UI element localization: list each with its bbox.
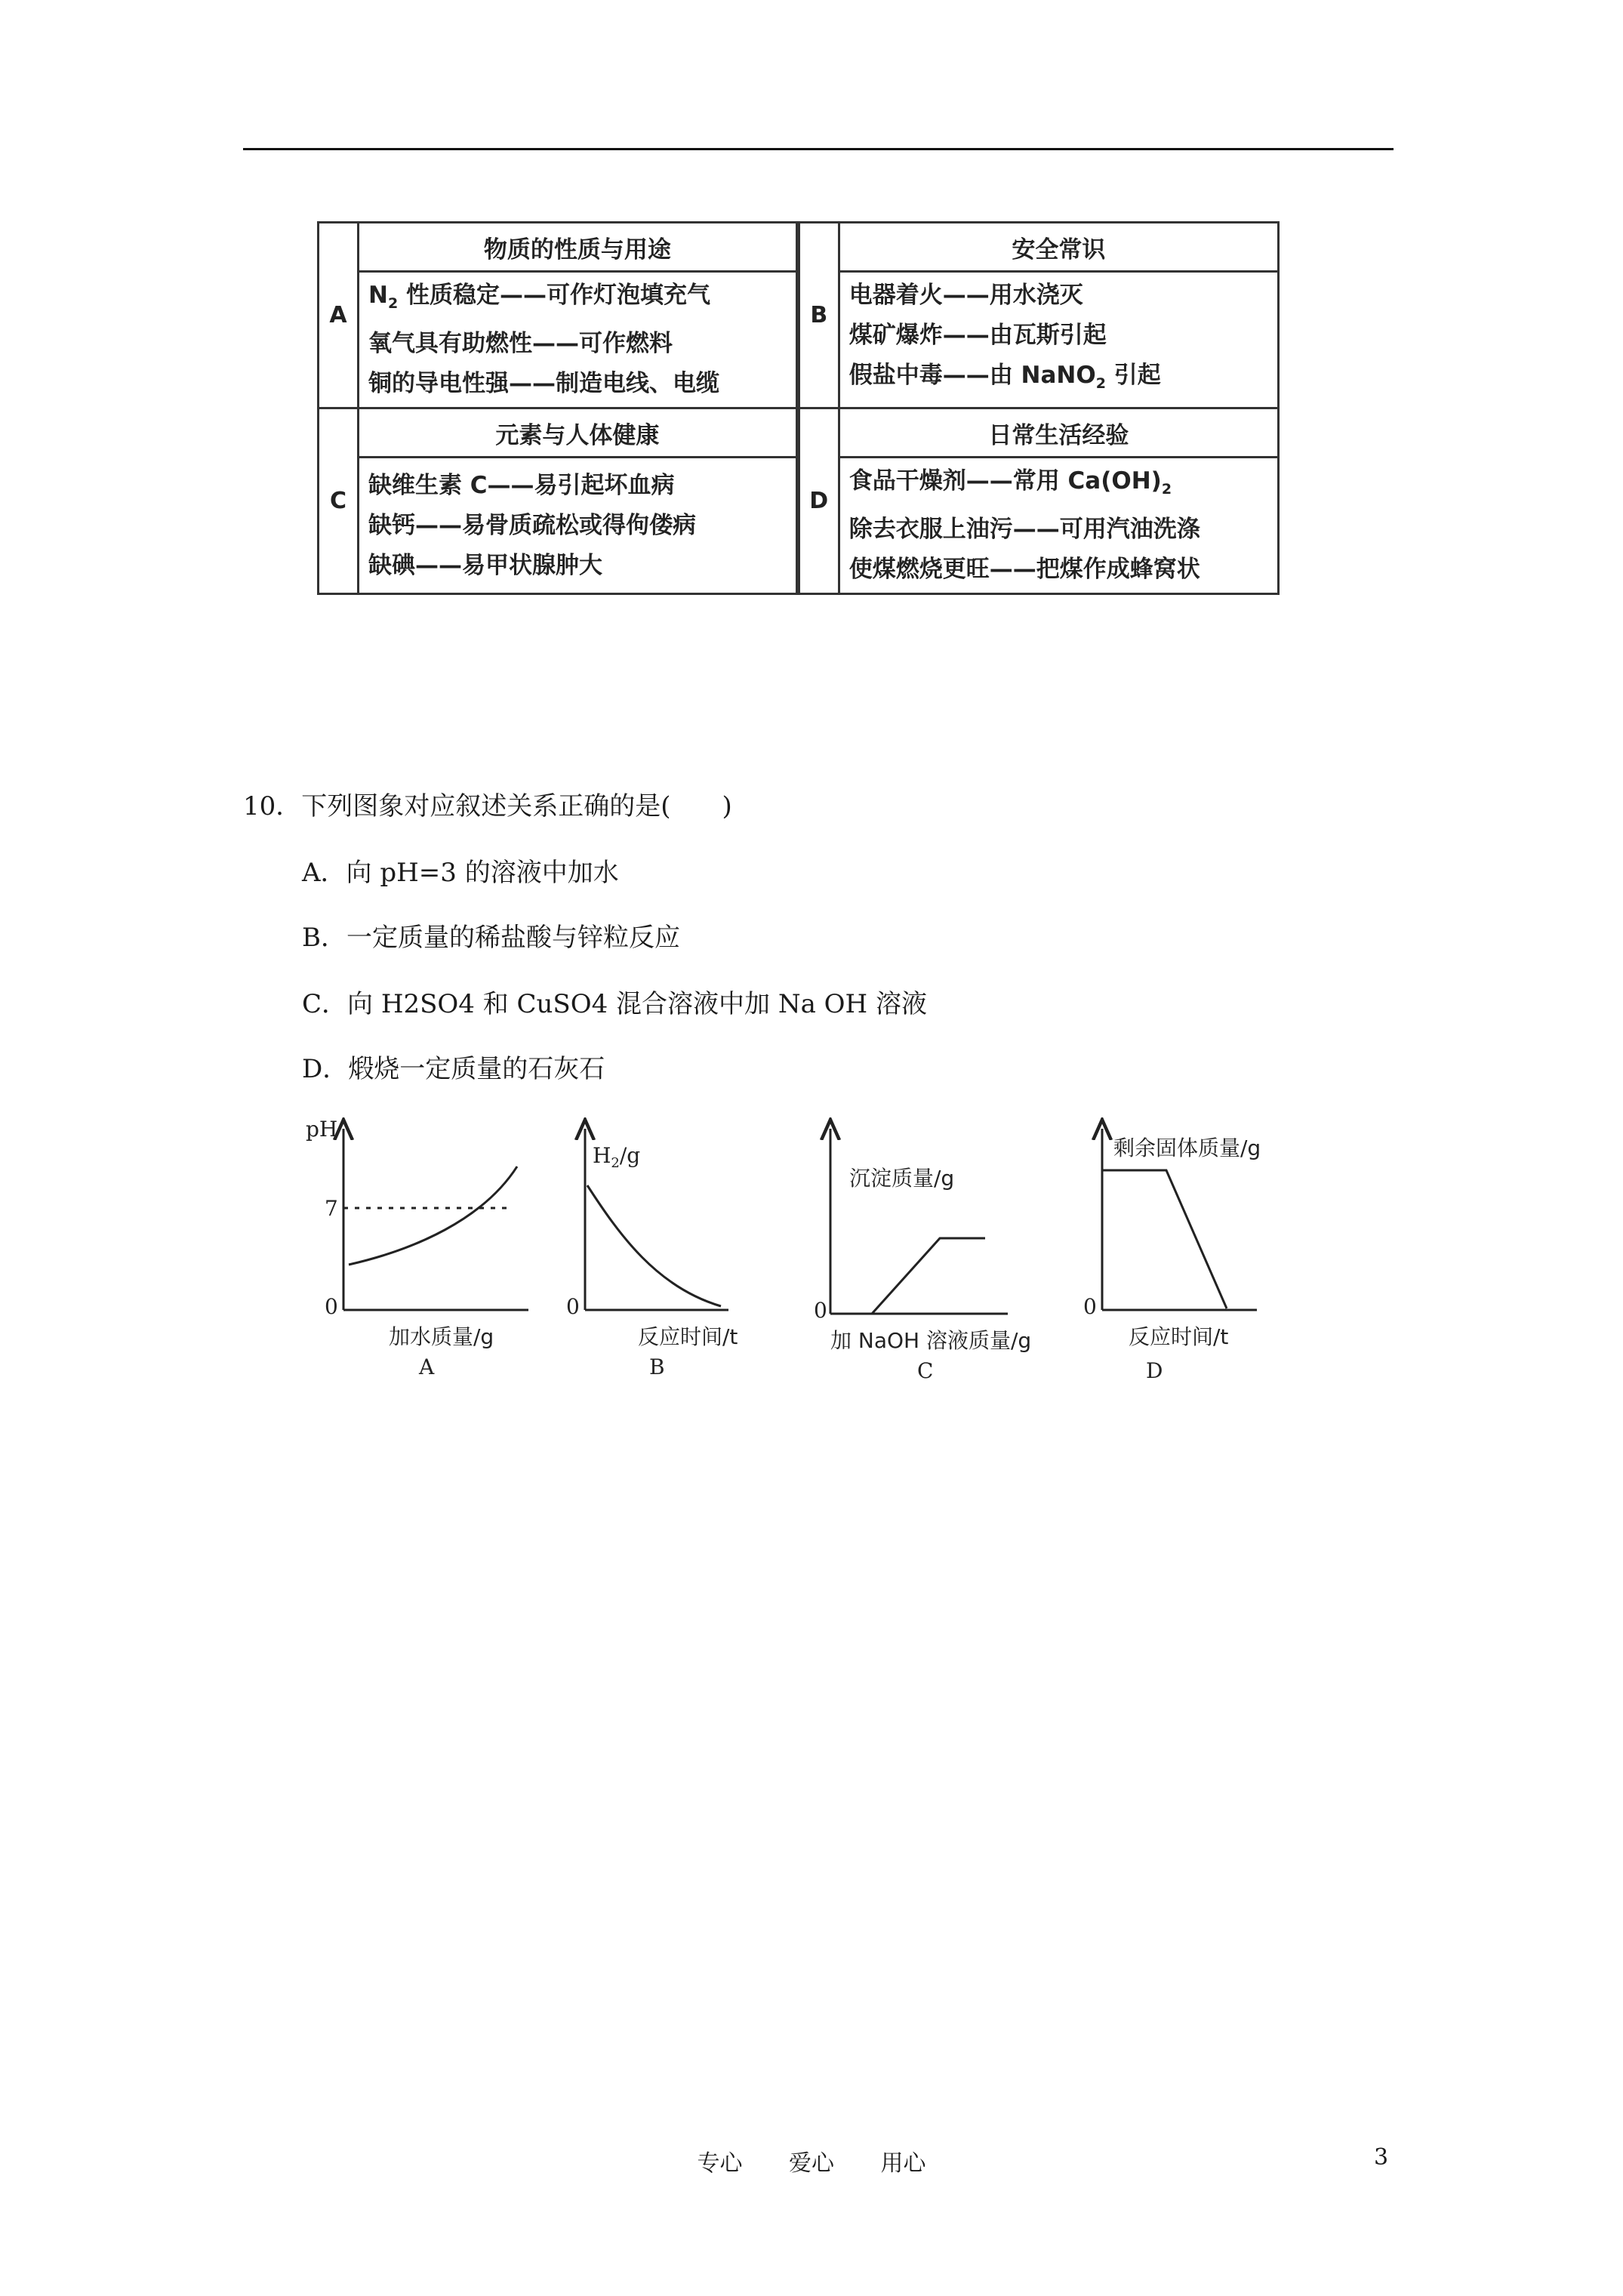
row-key-c: C	[319, 408, 359, 594]
header-a: 物质的性质与用途	[359, 223, 798, 272]
cell-d	[839, 458, 1278, 594]
graph-b	[566, 1129, 738, 1379]
graph-b-label: B	[649, 1354, 665, 1379]
cell-a-line-2: 氧气具有助燃性——可作燃料	[368, 330, 673, 358]
graph-a-tick-7: 7	[325, 1196, 338, 1221]
graph-d-label: D	[1146, 1358, 1163, 1383]
page-number: 3	[1374, 2144, 1389, 2171]
question-stem: 10．下列图象对应叙述关系正确的是( )	[243, 791, 732, 821]
graph-d	[1083, 1129, 1261, 1383]
graph-b-curve	[587, 1185, 721, 1306]
cell-d-line-3: 使煤燃烧更旺——把煤作成蜂窝状	[848, 556, 1200, 584]
graph-d-xlabel: 反应时间/t	[1129, 1324, 1229, 1349]
graph-a-origin: 0	[325, 1294, 338, 1319]
graph-d-origin: 0	[1083, 1294, 1097, 1319]
option-b: B．一定质量的稀盐酸与锌粒反应	[302, 923, 680, 953]
graph-d-curve	[1102, 1170, 1227, 1308]
header-b: 安全常识	[839, 223, 1278, 272]
graph-c-origin: 0	[814, 1298, 827, 1323]
cell-a-line-1: $N_2$ 性质稳定——可作灯泡填充气	[368, 282, 710, 313]
graph-a	[302, 1114, 528, 1379]
cell-a	[359, 272, 798, 408]
cell-b-line-3: 假盐中毒——由 NaNO$_2$ 引起	[848, 362, 1161, 393]
graph-a-label: A	[419, 1354, 435, 1379]
row-key-b: B	[798, 223, 839, 408]
cell-d-line-1: 食品干燥剂——常用 $Ca(OH)_2$	[848, 467, 1172, 498]
cell-d-line-2: 除去衣服上油污——可用汽油洗涤	[848, 516, 1200, 544]
footer-item-2: 爱心	[789, 2150, 834, 2177]
option-d: D．煅烧一定质量的石灰石	[302, 1054, 605, 1084]
header-c: 元素与人体健康	[359, 408, 798, 458]
cell-c-line-3: 缺碘——易甲状腺肿大	[368, 551, 602, 579]
row-key-a: A	[319, 223, 359, 408]
footer-item-3: 用心	[880, 2150, 926, 2177]
cell-b-line-1: 电器着火——用水浇灭	[848, 282, 1083, 309]
graph-d-ylabel: 剩余固体质量/g	[1113, 1136, 1261, 1160]
graph-a-ylabel: pH	[306, 1117, 338, 1142]
knowledge-table	[317, 221, 1280, 595]
answer-graphs	[302, 1114, 1283, 1401]
graph-c-label: C	[917, 1358, 934, 1383]
option-a: A．向 pH=3 的溶液中加水	[302, 858, 619, 888]
cell-c	[359, 458, 798, 594]
cell-b-line-2: 煤矿爆炸——由瓦斯引起	[848, 322, 1107, 349]
header-d: 日常生活经验	[839, 408, 1278, 458]
graphs-svg	[302, 1114, 1283, 1401]
graph-c	[814, 1129, 1031, 1383]
graph-a-xlabel: 加水质量/g	[389, 1324, 494, 1349]
cell-c-line-1: 缺维生素 C——易引起坏血病	[368, 471, 675, 499]
header-rule	[243, 148, 1394, 150]
graph-b-xlabel: 反应时间/t	[638, 1324, 738, 1349]
cell-b	[839, 272, 1278, 408]
graph-b-origin: 0	[566, 1294, 580, 1319]
graph-c-curve	[872, 1238, 985, 1314]
graph-c-ylabel: 沉淀质量/g	[849, 1166, 955, 1191]
cell-c-line-2: 缺钙——易骨质疏松或得佝偻病	[368, 511, 696, 539]
option-c: C．向 H2SO4 和 CuSO4 混合溶液中加 Na OH 溶液	[302, 989, 928, 1019]
graph-a-curve	[349, 1166, 517, 1265]
graph-c-xlabel: 加 NaOH 溶液质量/g	[830, 1328, 1032, 1353]
cell-a-line-3: 铜的导电性强——制造电线、电缆	[368, 370, 719, 398]
row-key-d: D	[798, 408, 839, 594]
footer-item-1: 专心	[697, 2150, 743, 2177]
graph-b-ylabel: $H_2/g$	[593, 1143, 641, 1171]
